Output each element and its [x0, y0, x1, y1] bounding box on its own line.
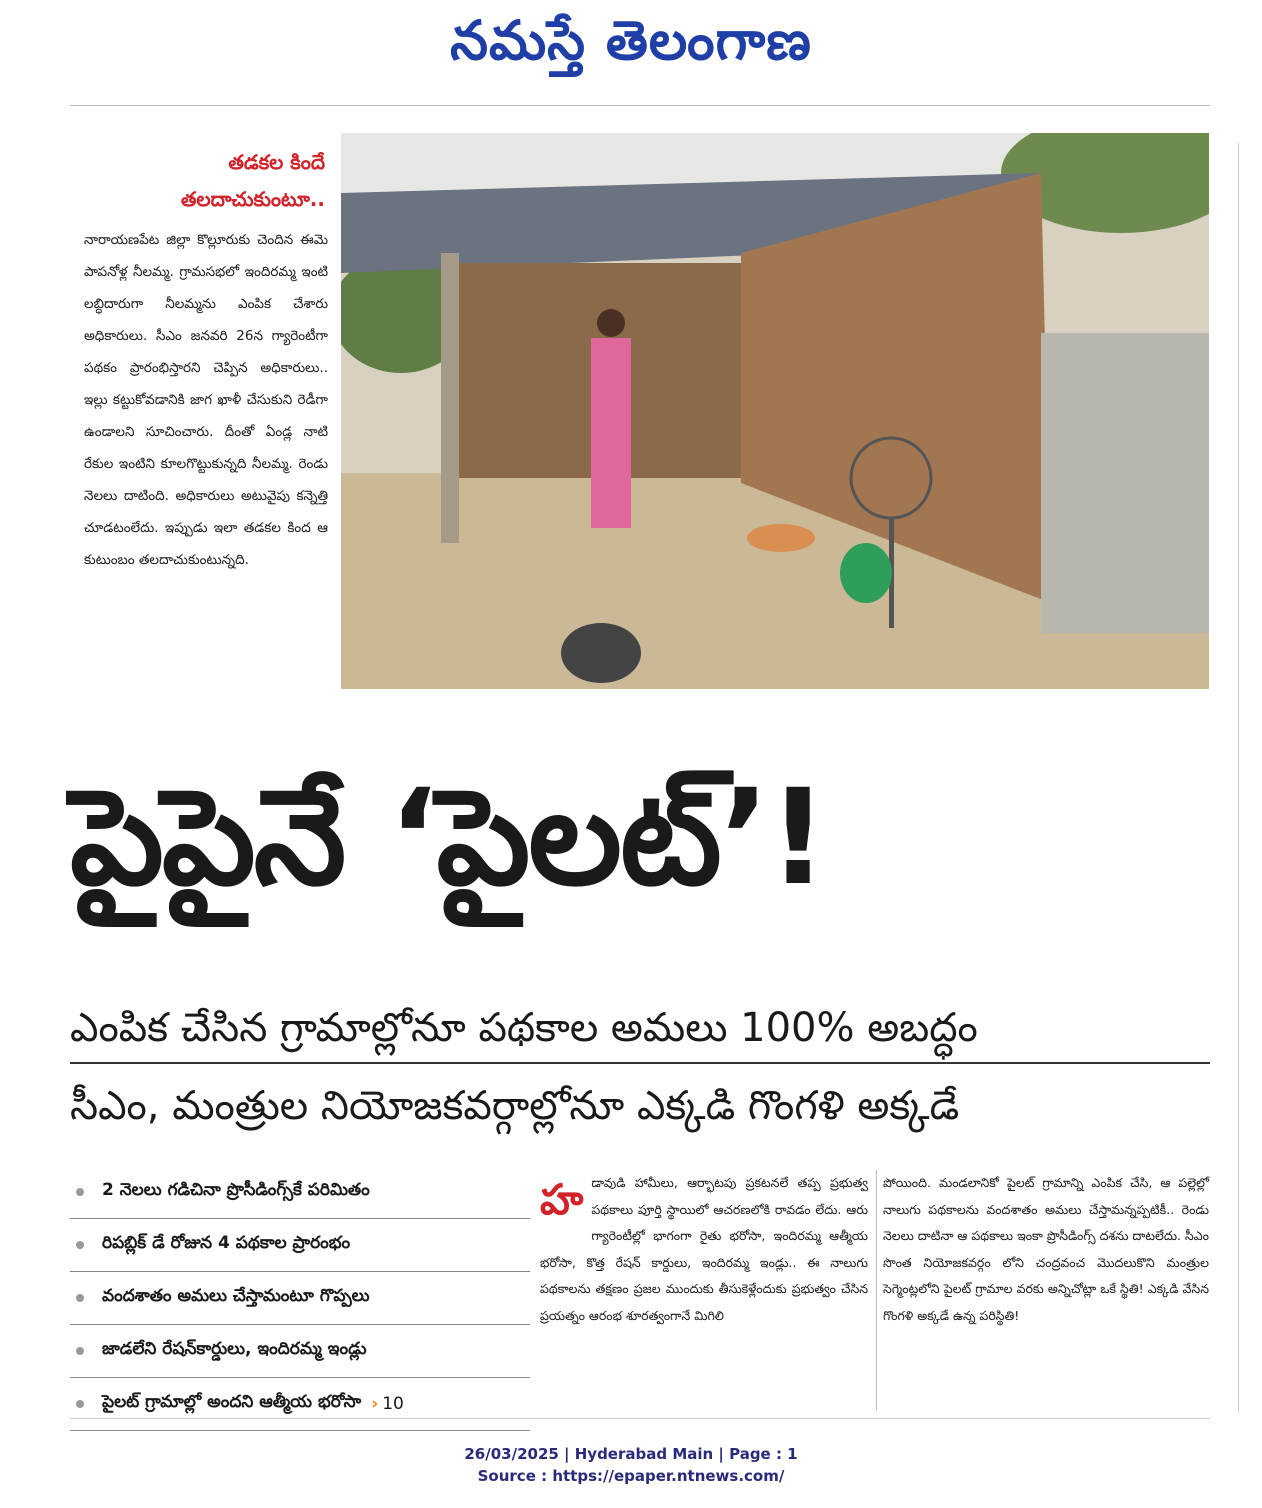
- sidebar-title-line2: తలదాచుకుంటూ..: [180, 187, 325, 211]
- footer-source-link[interactable]: Source : https://epaper.ntnews.com/: [477, 1467, 785, 1485]
- right-column-divider: [1238, 143, 1239, 1413]
- news-photo: [341, 133, 1209, 689]
- top-divider: [70, 105, 1210, 106]
- bullet-dot-icon: [76, 1188, 84, 1196]
- drop-cap: హ: [540, 1175, 584, 1224]
- bottom-divider: [70, 1418, 1210, 1419]
- subheadline-2: సీఎం, మంత్రుల నియోజకవర్గాల్లోనూ ఎక్కడి గొంగళి అక్కడే: [70, 1083, 960, 1129]
- bullet-dot-icon: [76, 1400, 84, 1408]
- article-text-1: డావుడి హామీలు, ఆర్భాటపు ప్రకటనలే తప్ప ప్రభుత్వ పథకాలు పూర్తి స్థాయిలో ఆచరణలోకి రావడం లేదు. ఆరు గ్యారెంటీల్లో భాగంగా రైతు భరోసా, ఇందిరమ్మ ఆత్మీయ భరోసా, కొత్త రేషన్ కార్డులు, ఇందిరమ్మ ఇండ్లు.. ఈ నాలుగు పథకాలను తక్షణం ప్రజల ముందుకు తీసుకెళ్లేందుకు ప్రభుత్వం చేసిన ప్రయత్నం ఆరంభ శూరత్వంగానే మిగిలి: [540, 1175, 868, 1323]
- bullet-dot-icon: [76, 1294, 84, 1302]
- bullet-item: పైలట్ గ్రామాల్లో అందని ఆత్మీయ భరోసా › 10: [70, 1378, 530, 1431]
- main-headline: పైపైనే ‘పైలట్’!: [70, 761, 827, 915]
- article-column-2: పోయింది. మండలానికో పైలట్ గ్రామాన్ని ఎంపిక చేసి, ఆ పల్లెల్లో నాలుగు పథకాలను వందశాతం అమలు చేస్తామన్నప్పటికీ.. రెండు నెలలు దాటినా ఆ పథకాలు ఇంకా ప్రొసీడింగ్స్ దశను దాటలేదు. సీఎం సొంత నియోజకవర్గం లోని చంద్రవంచ మొదలుకొని మంత్రుల సెగ్మెంట్లలోని పైలట్ గ్రామాల వరకు అన్నిచోట్లా ఒకే స్థితి! ఎక్కడి వేసిన గొంగళి అక్కడే ఉన్న పరిస్థితి!: [883, 1175, 1209, 1323]
- bullet-list: [70, 1166, 530, 1431]
- subheadline-1: ఎంపిక చేసిన గ్రామాల్లోనూ పథకాల అమలు 100% అబద్ధం: [70, 1005, 978, 1051]
- bullet-item: రిపబ్లిక్ డే రోజున 4 పథకాల ప్రారంభం: [70, 1219, 530, 1272]
- masthead-logo: నమస్తే తెలంగాణ: [450, 8, 812, 72]
- column-divider: [876, 1170, 877, 1410]
- bullet-item: వందశాతం అమలు చేస్తామంటూ గొప్పలు: [70, 1272, 530, 1325]
- page-footer: [0, 1443, 1262, 1487]
- sidebar-title-line1: తడకల కిందే: [228, 150, 325, 174]
- sidebar-body-text: నారాయణపేట జిల్లా కొల్లూరుకు చెందిన ఈమె పాపనోళ్ల నీలమ్మ. గ్రామసభలో ఇందిరమ్మ ఇంటి లబ్ధిదారుగా నీలమ్మను ఎంపిక చేశారు అధికారులు. సీఎం జనవరి 26న గ్యారెంటీగా పథకం ప్రారంభిస్తారని చెప్పిన అధికారులు.. ఇల్లు కట్టుకోవడానికి జాగ ఖాళీ చేసుకుని రెడీగా ఉండాలని సూచించారు. దీంతో ఏండ్ల నాటి రేకుల ఇంటిని కూలగొట్టుకున్నది నీలమ్మ. రెండు నెలలు దాటింది. అధికారులు అటువైపు కన్నెత్తి చూడటంలేదు. ఇప్పుడు ఇలా తడకల కింద ఆ కుటుంబం తలదాచుకుంటున్నది.: [84, 232, 328, 568]
- page-reference: 10: [382, 1394, 404, 1414]
- bullet-dot-icon: [76, 1241, 84, 1249]
- subheadline-divider: [70, 1062, 1210, 1064]
- bullet-dot-icon: [76, 1347, 84, 1355]
- chevron-right-icon: ›: [371, 1394, 379, 1414]
- bullet-item: జాడలేని రేషన్‌కార్డులు, ఇందిరమ్మ ఇండ్లు: [70, 1325, 530, 1378]
- bullet-item: 2 నెలలు గడిచినా ప్రొసీడింగ్స్‌కే పరిమితం: [70, 1166, 530, 1219]
- footer-edition-info: 26/03/2025 | Hyderabad Main | Page : 1: [464, 1445, 798, 1463]
- article-column-1: [540, 1170, 868, 1329]
